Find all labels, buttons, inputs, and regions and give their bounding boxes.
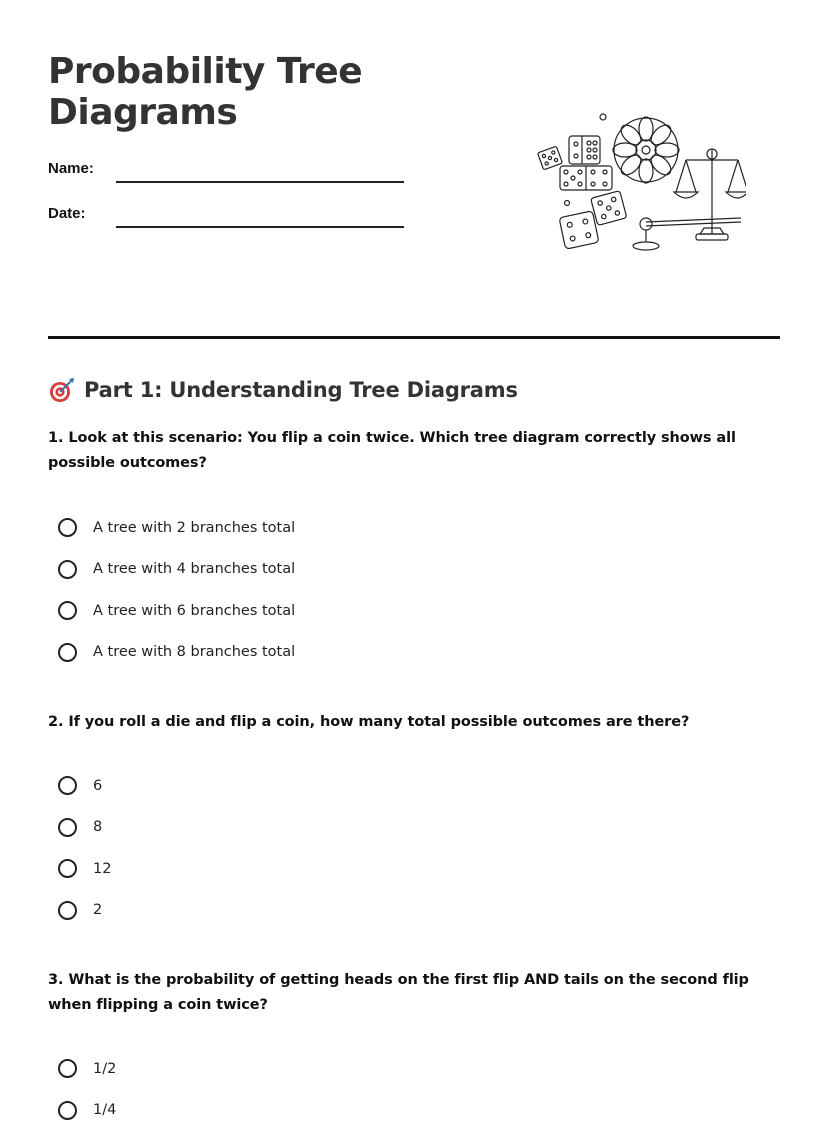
- question-2-text: 2. If you roll a die and flip a coin, how many total possible outcomes are there?: [48, 710, 788, 735]
- option[interactable]: [58, 1090, 116, 1131]
- radio-button[interactable]: [58, 901, 77, 920]
- section-header: [48, 375, 518, 405]
- section-divider: [48, 336, 780, 339]
- option[interactable]: [58, 1048, 116, 1090]
- date-field: [48, 205, 408, 235]
- worksheet-title: Probability Tree Diagrams: [48, 51, 448, 133]
- option[interactable]: [58, 549, 295, 591]
- name-label: Name:: [48, 160, 94, 177]
- date-input-line[interactable]: [116, 226, 404, 228]
- section-title: Part 1: Understanding Tree Diagrams: [84, 378, 518, 402]
- radio-button[interactable]: [58, 818, 77, 837]
- radio-button[interactable]: [58, 1059, 77, 1078]
- question-3-options: [58, 1048, 116, 1131]
- option-label: 12: [93, 861, 111, 877]
- option[interactable]: [58, 632, 295, 674]
- option[interactable]: [58, 590, 295, 632]
- option[interactable]: [58, 765, 111, 807]
- option[interactable]: [58, 848, 111, 890]
- option-label: 6: [93, 778, 102, 794]
- option-label: 1/2: [93, 1061, 116, 1077]
- question-1-text: 1. Look at this scenario: You flip a coin twice. Which tree diagram correctly shows all possible outcomes?: [48, 426, 788, 476]
- option-label: A tree with 4 branches total: [93, 561, 295, 577]
- worksheet-page: [48, 0, 780, 1118]
- name-input-line[interactable]: [116, 181, 404, 183]
- question-3-text: 3. What is the probability of getting heads on the first flip AND tails on the second flip when flipping a coin twice?: [48, 968, 788, 1018]
- date-label: Date:: [48, 205, 86, 222]
- radio-button[interactable]: [58, 560, 77, 579]
- option-label: 8: [93, 819, 102, 835]
- question-1-options: [58, 507, 295, 673]
- radio-button[interactable]: [58, 643, 77, 662]
- option-label: 1/4: [93, 1102, 116, 1118]
- option-label: A tree with 8 branches total: [93, 644, 295, 660]
- radio-button[interactable]: [58, 776, 77, 795]
- option-label: A tree with 6 branches total: [93, 603, 295, 619]
- bullseye-dart-icon: [48, 376, 76, 404]
- radio-button[interactable]: [58, 518, 77, 537]
- name-field: [48, 160, 408, 190]
- option[interactable]: [58, 507, 295, 549]
- option[interactable]: [58, 807, 111, 849]
- radio-button[interactable]: [58, 601, 77, 620]
- option[interactable]: [58, 890, 111, 932]
- radio-button[interactable]: [58, 859, 77, 878]
- option-label: A tree with 2 branches total: [93, 520, 295, 536]
- radio-button[interactable]: [58, 1101, 77, 1120]
- option-label: 2: [93, 902, 102, 918]
- dice-spinner-scale-icon: [536, 108, 746, 256]
- question-2-options: [58, 765, 111, 931]
